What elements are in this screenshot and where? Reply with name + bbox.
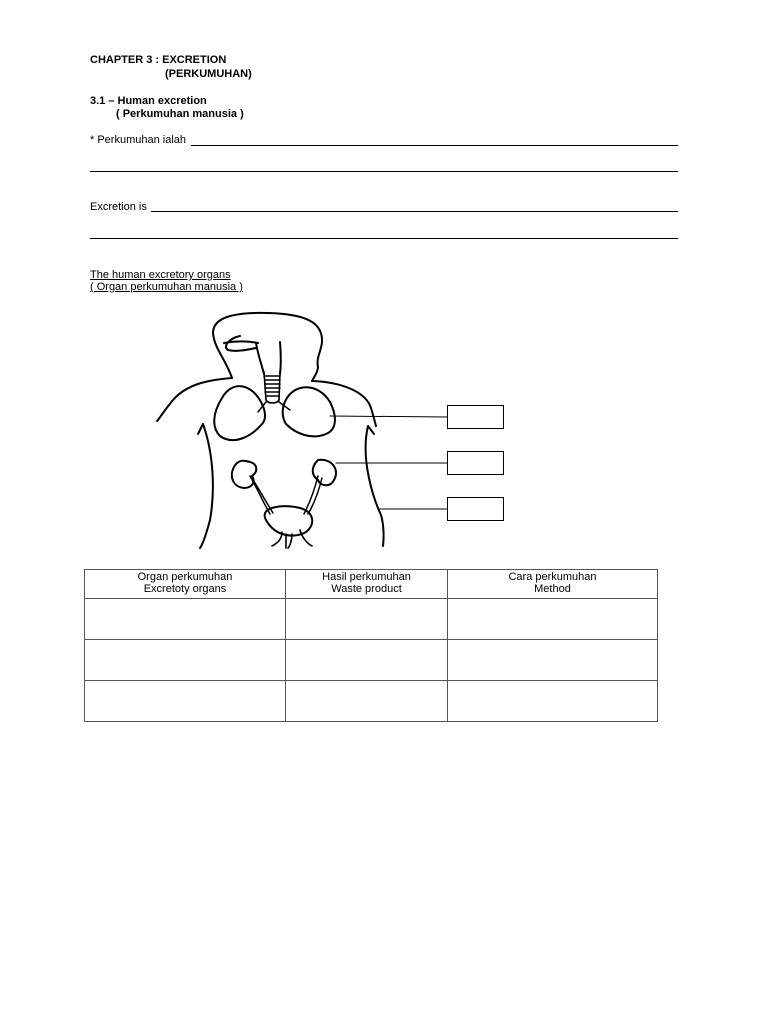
head-outline: [213, 313, 322, 381]
table-cell[interactable]: [85, 681, 286, 722]
chapter-subtitle: (PERKUMUHAN): [165, 68, 252, 80]
table-header-row: [85, 570, 658, 599]
definition-label-perkumuhan: * Perkumuhan ialah: [90, 134, 187, 146]
answer-line: [151, 211, 678, 212]
header-excretory-organs: [85, 570, 286, 599]
label-box-skin[interactable]: [447, 497, 504, 521]
header-line-english: Waste product: [331, 583, 402, 595]
section-subheading: ( Perkumuhan manusia ): [116, 108, 244, 120]
trachea: [264, 372, 280, 403]
table-cell[interactable]: [286, 640, 448, 681]
header-line-malay: Cara perkumuhan: [508, 571, 597, 583]
table-cell[interactable]: [448, 681, 658, 722]
table-row: [85, 599, 658, 640]
table-row: [85, 681, 658, 722]
left-lung: [214, 386, 265, 440]
table-cell[interactable]: [85, 599, 286, 640]
left-arm-notch: [198, 424, 203, 434]
table-row: [85, 640, 658, 681]
throat-right: [280, 342, 281, 374]
answer-line: [90, 171, 678, 172]
table-cell[interactable]: [448, 599, 658, 640]
throat-left: [256, 343, 264, 374]
section-heading: 3.1 – Human excretion: [90, 95, 207, 107]
header-waste-product: [286, 570, 448, 599]
table-cell[interactable]: [85, 640, 286, 681]
left-kidney: [232, 461, 256, 488]
answer-line: [191, 145, 678, 146]
organs-heading-malay: ( Organ perkumuhan manusia ): [90, 281, 243, 293]
mouth-cavity: [226, 336, 256, 351]
excretion-table: [84, 569, 658, 722]
table-cell[interactable]: [448, 640, 658, 681]
right-lung: [283, 387, 335, 436]
right-arm-notch: [368, 426, 374, 434]
organs-heading-english: The human excretory organs: [90, 269, 231, 281]
pointer-line-lungs: [330, 416, 447, 417]
right-body-side: [366, 426, 384, 546]
chapter-title: CHAPTER 3 : EXCRETION: [90, 54, 227, 66]
header-method: [448, 570, 658, 599]
right-shoulder: [312, 381, 376, 426]
left-body-side: [200, 424, 213, 548]
table-cell[interactable]: [286, 599, 448, 640]
header-line-malay: Organ perkumuhan: [137, 571, 233, 583]
answer-line: [90, 238, 678, 239]
header-line-english: Method: [534, 583, 571, 595]
label-box-lungs[interactable]: [447, 405, 504, 429]
label-box-kidney[interactable]: [447, 451, 504, 475]
header-line-english: Excretoty organs: [143, 583, 227, 595]
table-cell[interactable]: [286, 681, 448, 722]
definition-label-excretion: Excretion is: [90, 201, 147, 213]
nasal-line: [224, 342, 258, 344]
header-line-malay: Hasil perkumuhan: [322, 571, 411, 583]
